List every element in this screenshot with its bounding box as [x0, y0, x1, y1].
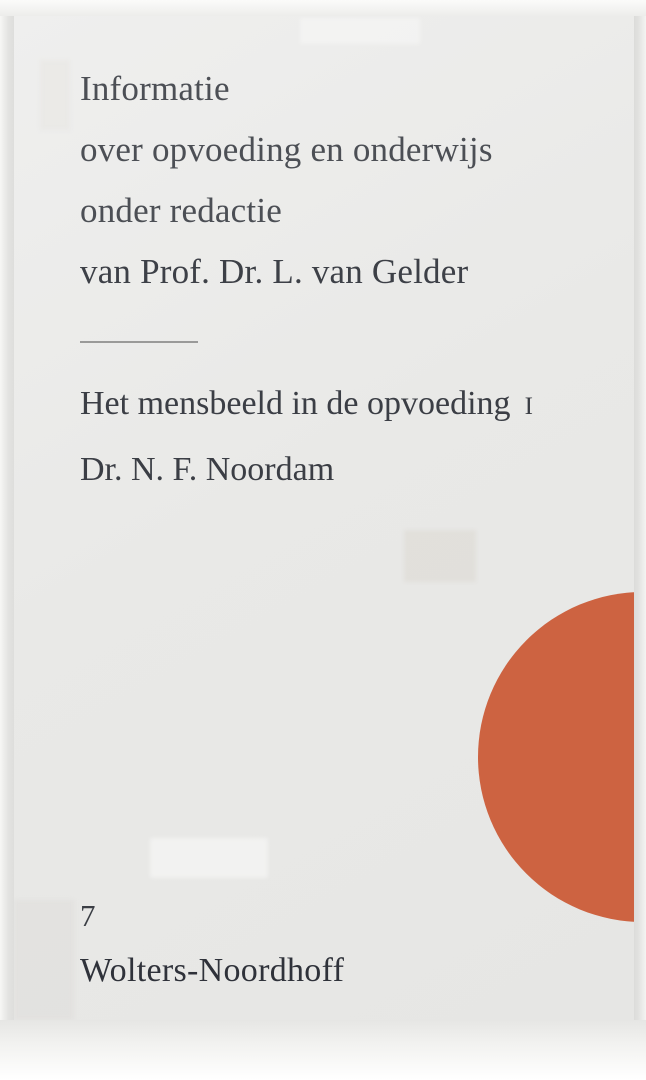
- page-edge-right: [634, 0, 646, 1080]
- page-edge-bottom: [0, 1020, 646, 1080]
- series-line-3: onder redactie: [80, 191, 282, 230]
- title-block: [80, 372, 640, 501]
- book-title: Het mensbeeld in de opvoeding: [80, 385, 511, 422]
- volume-number: I: [524, 393, 534, 420]
- page-edge-top: [0, 0, 646, 16]
- series-number: 7: [80, 898, 96, 933]
- scan-blemish: [14, 900, 74, 1020]
- series-heading: [80, 58, 620, 302]
- page-edge-left: [0, 0, 14, 1080]
- book-author: Dr. N. F. Noordam: [80, 451, 335, 488]
- scan-blemish: [300, 18, 420, 44]
- scan-blemish: [150, 838, 268, 878]
- scan-blemish: [404, 530, 476, 582]
- series-line-1: Informatie: [80, 69, 230, 108]
- scan-blemish: [40, 60, 70, 130]
- divider-rule: [80, 341, 198, 343]
- book-title-row: [80, 372, 640, 438]
- series-line-4: van Prof. Dr. L. van Gelder: [80, 252, 469, 291]
- publisher-name: Wolters-Noordhoff: [80, 952, 345, 989]
- series-line-2: over opvoeding en onderwijs: [80, 130, 493, 169]
